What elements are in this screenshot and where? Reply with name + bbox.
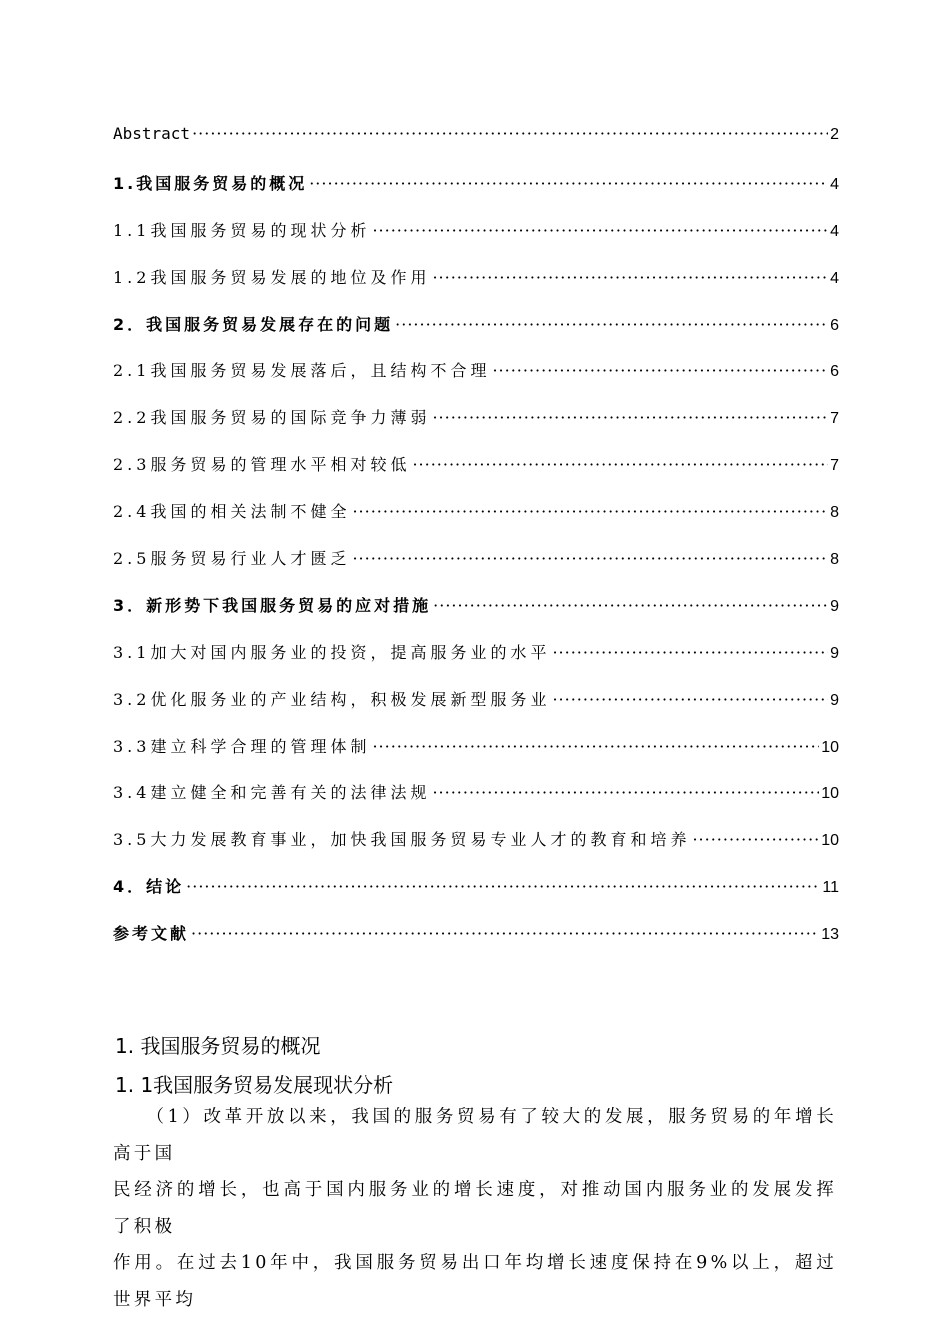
toc-entry[interactable] — [113, 265, 839, 312]
toc-entry-label: 3.1加大对国内服务业的投资，提高服务业的水平 — [113, 642, 551, 662]
toc-entry-label: 2.2我国服务贸易的国际竞争力薄弱 — [113, 408, 431, 428]
section-heading: 1. 我国服务贸易的概况 — [115, 1034, 321, 1058]
toc-page-number: 4 — [830, 175, 839, 193]
toc-leader-dots — [432, 268, 828, 287]
toc-page-number: 4 — [830, 269, 839, 287]
toc-page-number: 10 — [821, 738, 839, 756]
toc-page-number: 11 — [822, 879, 839, 897]
toc-entry-label: 2.3服务贸易的管理水平相对较低 — [113, 455, 411, 475]
paragraph-line: 作用。在过去10年中，我国服务贸易出口年均增长速度保持在9%以上，超过世界平均 — [113, 1253, 837, 1310]
toc-page-number: 9 — [830, 644, 839, 662]
toc-leader-dots — [552, 643, 828, 662]
toc-leader-dots — [191, 924, 819, 943]
toc-entry[interactable] — [113, 452, 839, 499]
toc-leader-dots — [692, 830, 819, 849]
toc-page-number: 7 — [830, 410, 839, 428]
toc-entry-label: 1.我国服务贸易的概况 — [113, 173, 308, 193]
toc-entry[interactable] — [113, 593, 839, 640]
toc-entry-label: 2.1我国服务贸易发展落后，且结构不合理 — [113, 361, 491, 381]
toc-page-number: 8 — [830, 551, 839, 569]
toc-entry-label: 参考文献 — [113, 924, 190, 944]
toc-leader-dots — [412, 455, 828, 474]
toc-page-number: 8 — [830, 504, 839, 522]
toc-entry-label: 1.2我国服务贸易发展的地位及作用 — [113, 267, 431, 287]
toc-page-number: 13 — [821, 926, 839, 944]
toc-entry[interactable] — [113, 405, 839, 452]
toc-leader-dots — [186, 877, 820, 896]
toc-leader-dots — [372, 221, 828, 240]
toc-entry-label: 1.1我国服务贸易的现状分析 — [113, 220, 371, 240]
toc-entry-label: 3.4建立健全和完善有关的法律法规 — [113, 783, 431, 803]
toc-leader-dots — [433, 596, 828, 615]
subsection-heading: 1. 1我国服务贸易发展现状分析 — [115, 1073, 394, 1097]
toc-leader-dots — [492, 361, 828, 380]
toc-page-number: 9 — [830, 597, 839, 615]
toc-entry[interactable] — [113, 780, 839, 827]
toc-entry[interactable] — [113, 124, 839, 171]
paragraph-line: （1）改革开放以来，我国的服务贸易有了较大的发展，服务贸易的年增长高于国 — [113, 1107, 837, 1164]
toc-entry-label: 3.3建立科学合理的管理体制 — [113, 736, 371, 756]
toc-leader-dots — [395, 315, 828, 334]
toc-entry[interactable] — [113, 218, 839, 265]
toc-leader-dots — [352, 549, 828, 568]
toc-entry-label: Abstract — [113, 124, 191, 143]
toc-page-number: 2 — [830, 126, 839, 143]
toc-entry[interactable] — [113, 874, 839, 921]
toc-leader-dots — [192, 124, 828, 143]
toc-leader-dots — [352, 502, 828, 521]
toc-entry-label: 2.5服务贸易行业人才匮乏 — [113, 549, 351, 569]
paragraph-line: 民经济的增长，也高于国内服务业的增长速度，对推动国内服务业的发展发挥了积极 — [113, 1180, 837, 1237]
toc-leader-dots — [432, 408, 828, 427]
toc-page-number: 6 — [830, 363, 839, 381]
toc-page-number: 9 — [830, 691, 839, 709]
toc-entry[interactable] — [113, 734, 839, 781]
toc-entry-label: 4．结论 — [113, 877, 185, 897]
toc-entry[interactable] — [113, 312, 839, 359]
toc-page-number: 6 — [830, 316, 839, 334]
toc-entry[interactable] — [113, 546, 839, 593]
toc-entry-label: 2．我国服务贸易发展存在的问题 — [113, 314, 394, 334]
toc-entry-label: 3.2优化服务业的产业结构，积极发展新型服务业 — [113, 689, 551, 709]
toc-entry[interactable] — [113, 358, 839, 405]
toc-page-number: 7 — [830, 457, 839, 475]
toc-entry-label: 3．新形势下我国服务贸易的应对措施 — [113, 595, 432, 615]
toc-entry[interactable] — [113, 499, 839, 546]
toc-page-number: 10 — [821, 785, 839, 803]
table-of-contents — [113, 124, 839, 968]
toc-leader-dots — [552, 690, 828, 709]
toc-entry[interactable] — [113, 171, 839, 218]
toc-page-number: 10 — [821, 832, 839, 850]
body-paragraph — [113, 1099, 837, 1318]
toc-entry[interactable] — [113, 687, 839, 734]
toc-entry-label: 2.4我国的相关法制不健全 — [113, 502, 351, 522]
toc-entry[interactable] — [113, 921, 839, 968]
toc-entry[interactable] — [113, 640, 839, 687]
toc-leader-dots — [432, 783, 819, 802]
toc-page-number: 4 — [830, 222, 839, 240]
toc-leader-dots — [372, 737, 819, 756]
toc-entry[interactable] — [113, 827, 839, 874]
toc-leader-dots — [309, 174, 828, 193]
toc-entry-label: 3.5大力发展教育事业，加快我国服务贸易专业人才的教育和培养 — [113, 830, 691, 850]
